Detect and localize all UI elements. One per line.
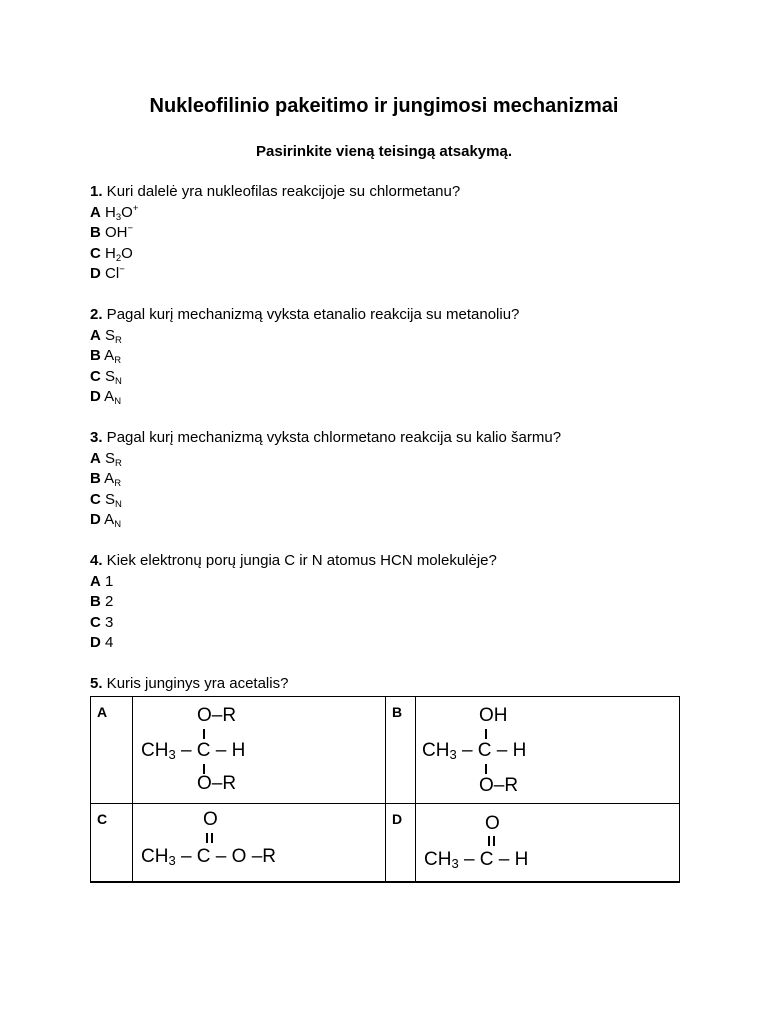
question-2: [90, 305, 519, 408]
structure-main-chain: CH3 – C – O –R: [141, 846, 277, 868]
question-1: [90, 182, 460, 285]
single-bond-line: [203, 729, 205, 739]
question-3: [90, 428, 561, 531]
option-b[interactable]: B $A_R$: [90, 470, 122, 489]
question-5: [90, 674, 288, 695]
option-a[interactable]: A $H_3O^+$: [90, 202, 139, 223]
question-text: Pagal kurį mechanizmą vyksta etanalio reakcija su metanoliu?: [102, 306, 520, 323]
option-d[interactable]: D $A_N$: [90, 388, 122, 407]
option-a[interactable]: A $S_R$: [90, 449, 122, 469]
option-d[interactable]: D 4: [90, 634, 114, 651]
option-a[interactable]: A 1: [90, 572, 114, 590]
option-c[interactable]: C $S_N$: [90, 367, 122, 387]
option-c[interactable]: C $S_N$: [90, 490, 122, 510]
option-letter: D: [392, 811, 403, 827]
question-text: Kuri dalelė yra nukleofilas reakcijoje su chlormetanu?: [102, 183, 461, 200]
option-c-label-cell[interactable]: [91, 804, 133, 882]
option-b-label-cell[interactable]: [386, 697, 416, 804]
option-b-structure[interactable]: [416, 697, 680, 804]
option-a-structure[interactable]: [133, 697, 386, 804]
option-a-label-cell[interactable]: [91, 697, 133, 804]
double-bond-lines: [206, 833, 213, 843]
option-b[interactable]: B OH−: [90, 223, 134, 241]
answer-table: [90, 696, 680, 883]
option-d[interactable]: D Cl−: [90, 264, 125, 282]
option-c[interactable]: C $H_2O$: [90, 244, 133, 264]
question-text: Kuris junginys yra acetalis?: [102, 675, 289, 692]
option-a[interactable]: A $S_R$: [90, 326, 122, 346]
page-title: Nukleofilinio pakeitimo ir jungimosi mechanizmai: [149, 95, 619, 117]
structure-main-chain: CH3 – C – H: [424, 849, 529, 871]
question-number: 4.: [90, 552, 103, 569]
option-c-structure[interactable]: [133, 804, 386, 882]
option-b[interactable]: B 2: [90, 593, 114, 610]
option-letter: B: [392, 704, 403, 720]
question-text: Pagal kurį mechanizmą vyksta chlormetano reakcija su kalio šarmu?: [102, 429, 562, 446]
structure-bottom-group: O–R: [479, 775, 519, 796]
structure-top-group: O: [203, 809, 218, 830]
instructions: Pasirinkite vieną teisingą atsakymą.: [256, 143, 512, 160]
option-letter: C: [97, 811, 108, 827]
single-bond-line: [485, 764, 487, 774]
question-text: Kiek elektronų porų jungia C ir N atomus HCN molekulėje?: [102, 552, 497, 569]
question-number: 2.: [90, 306, 103, 323]
single-bond-line: [485, 729, 487, 739]
question-3-stem: [90, 428, 561, 449]
question-number: 5.: [90, 675, 103, 692]
option-d[interactable]: D $A_N$: [90, 511, 122, 530]
structure-top-group: O–R: [197, 705, 237, 726]
question-4-stem: [90, 551, 497, 572]
option-d-label-cell[interactable]: [386, 804, 416, 882]
question-2-stem: [90, 305, 519, 326]
question-number: 3.: [90, 429, 103, 446]
structure-main-chain: CH3 – C – H: [422, 740, 527, 762]
structure-bottom-group: O–R: [197, 773, 237, 794]
structure-top-group: O: [485, 813, 500, 834]
question-number: 1.: [90, 183, 103, 200]
structure-top-group: OH: [479, 705, 508, 726]
option-c[interactable]: C 3: [90, 613, 114, 631]
double-bond-lines: [488, 836, 495, 846]
structure-main-chain: CH3 – C – H: [141, 740, 246, 762]
option-d-structure[interactable]: [416, 804, 680, 882]
question-1-stem: [90, 182, 460, 203]
question-5-stem: [90, 674, 288, 695]
question-4: [90, 551, 497, 654]
option-b[interactable]: B $A_R$: [90, 347, 122, 366]
option-letter: A: [97, 704, 108, 720]
